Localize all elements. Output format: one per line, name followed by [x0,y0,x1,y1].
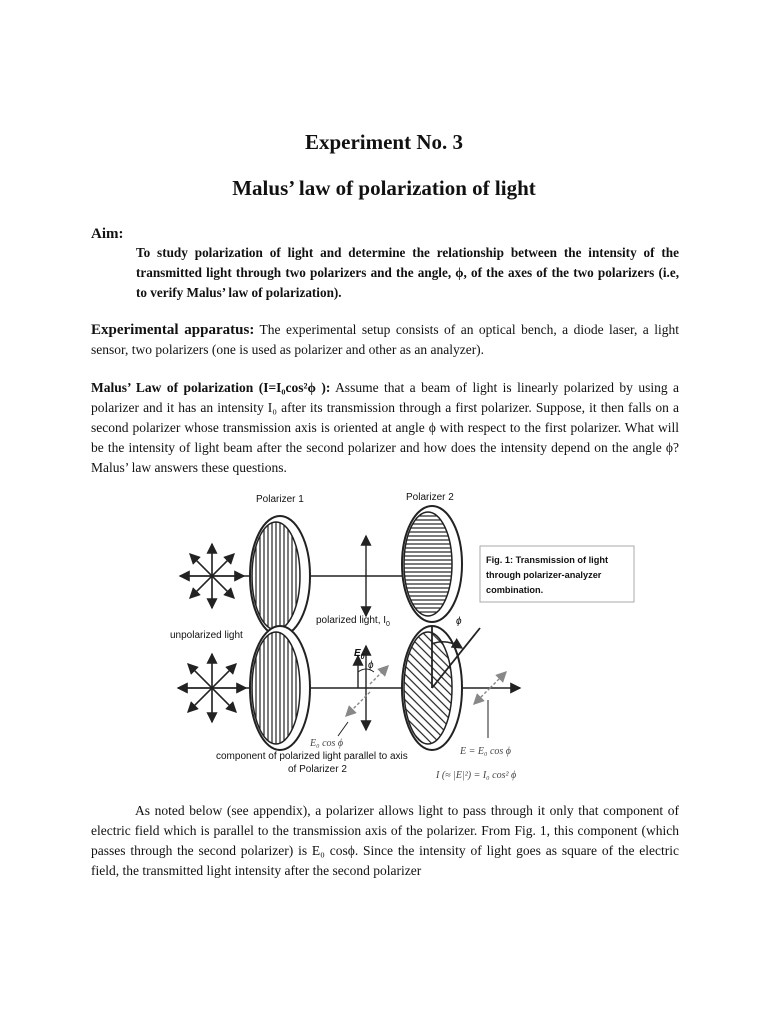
apparatus-paragraph [91,320,679,360]
experiment-title: Malus’ law of polarization of light [232,176,536,200]
svg-text:Fig. 1: Transmission of light: Fig. 1: Transmission of light [486,555,608,565]
label-e-formula: E = E₀ cos ϕ [460,746,511,757]
unpolarized-star-top-icon [180,544,244,608]
label-phi-right: ϕ [456,616,462,627]
polarizer1-bottom-icon [250,626,310,750]
label-polarizer2: Polarizer 2 [406,492,454,503]
label-phi-left: ϕ [368,660,374,671]
label-polarized-light: polarized light, $I_0$ [316,615,390,628]
figure-svg [170,486,640,786]
malus-heading: Malus’ Law of polarization (I=I₀cos²ϕ ): [91,380,331,395]
polarizer2-top-icon [402,506,462,622]
malus-text: Assume that a beam of light is linearly polarized by using a polarizer and it has an intensity I₀ after its transmission through a first polarizer. Suppose, it then falls on a second polarizer whose transmission axis is oriented at angle ϕ with respect to the first polarizer. What will be the intensity of light beam after the second polarizer and how does the intensity depend on the angle ϕ? Malus’ law answers these questions. [91,380,679,475]
aim-text: To study polarization of light and determine the relationship between the intensity of the transmitted light through two polarizers and the angle, ϕ, of the axes of the two polarizers (i.e, to verify Malus’ law of polarization). [136,245,679,300]
polarizer1-top-icon [250,516,310,636]
note-paragraph: As noted below (see appendix), a polarizer allows light to pass through it only that component of electric field which is parallel to the transmission axis of the polarizer. From Fig. 1, this component (which passes through the second polarizer) is E₀ cosϕ. Since the intensity of light goes as square of the electric field, the transmitted light intensity after the second polarizer [91,803,679,878]
label-i-formula: I (≈ |E|²) = I₀ cos² ϕ [436,770,517,781]
unpolarized-star-bottom-icon [178,654,246,722]
label-unpolarized-light: unpolarized light [170,630,243,641]
apparatus-text: The experimental setup consists of an optical bench, a diode laser, a light sensor, two polarizers (one is used as polarizer and other as an analyzer). [91,322,680,357]
label-component-math: E₀ cos ϕ [310,738,344,749]
malus-paragraph [91,378,679,478]
label-e0: $E_0$ [354,648,365,661]
label-polarizer1: Polarizer 1 [256,494,304,505]
experiment-number: Experiment No. 3 [304,130,464,154]
label-component-line1: component of polarized light parallel to axis [216,751,408,762]
figure-polarizer-analyzer [170,486,640,786]
apparatus-heading: Experimental apparatus: [91,322,255,338]
component-arrow-icon [346,666,388,716]
svg-text:through polarizer-analyzer: through polarizer-analyzer [486,570,602,580]
label-component-line2: of Polarizer 2 [288,764,347,775]
figure-caption [480,546,634,602]
aim-heading: Aim: [91,226,124,242]
svg-text:combination.: combination. [486,585,544,595]
leader-line-left [338,722,348,736]
